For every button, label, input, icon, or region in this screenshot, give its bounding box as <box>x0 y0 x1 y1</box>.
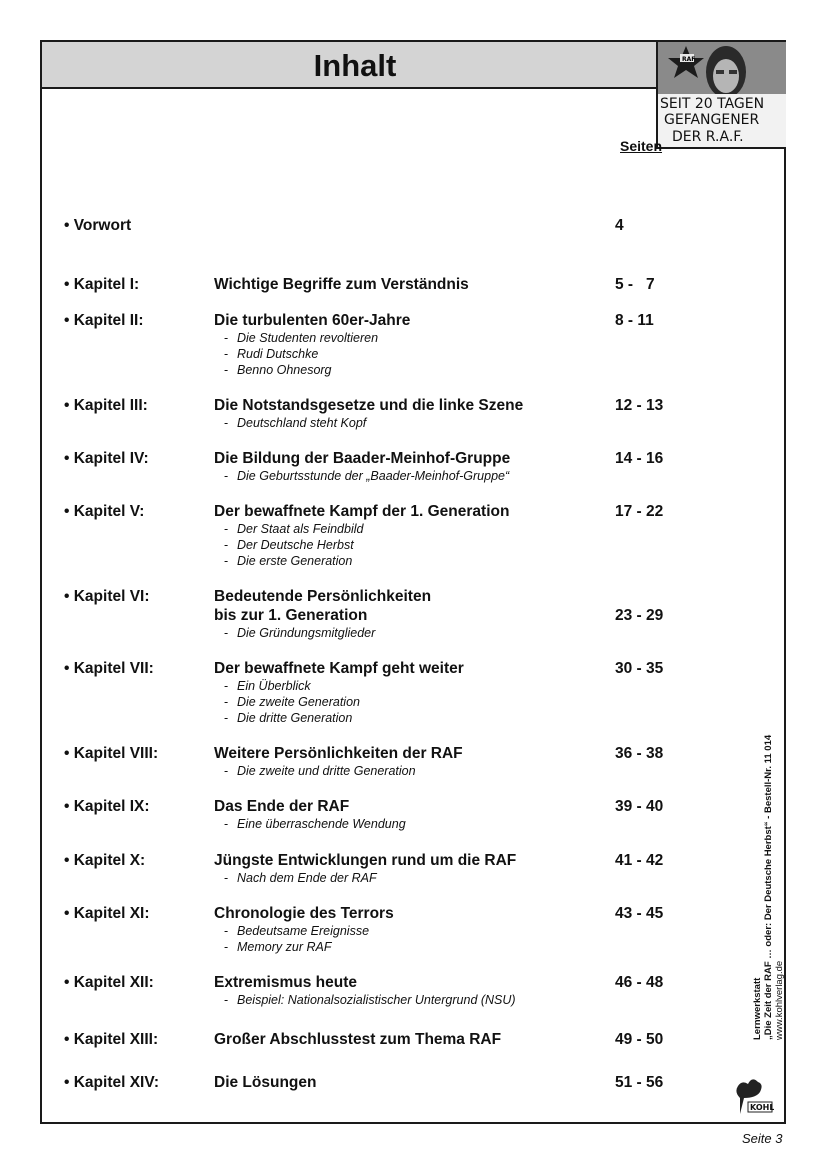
pages-column-header: Seiten <box>620 138 663 154</box>
chapter-title: Die Lösungen <box>214 1074 317 1091</box>
page-range: 30 - 35 <box>615 660 664 677</box>
chapter-title: Der bewaffnete Kampf geht weiter <box>214 660 464 677</box>
subtopic-text: Die dritte Generation <box>237 711 353 725</box>
subtopic-text: Der Staat als Feindbild <box>237 522 364 536</box>
chapter-title: Weitere Persönlichkeiten der RAF <box>214 745 463 762</box>
subtopic-list <box>224 521 684 569</box>
toc-entry <box>64 904 684 955</box>
chapter-title: Die turbulenten 60er-Jahre <box>214 312 411 329</box>
subtopic-item: - Benno Ohnesorg <box>224 363 332 377</box>
subtopic-text: Rudi Dutschke <box>237 347 319 361</box>
page-range: 23 - 29 <box>615 607 664 624</box>
title-bar <box>42 42 656 89</box>
toc-entry <box>64 396 684 431</box>
page-range: 17 - 22 <box>615 503 664 520</box>
subtopic-text: Eine überraschende Wendung <box>237 817 406 831</box>
page-title: Inhalt <box>313 48 397 83</box>
toc-entry <box>64 851 684 886</box>
subtopic-text: Die zweite und dritte Generation <box>237 764 416 778</box>
subtopic-item: - Ein Überblick <box>224 679 311 693</box>
chapter-label: • Kapitel X: <box>64 852 146 869</box>
chapter-label: • Kapitel II: <box>64 312 144 329</box>
subtopic-list <box>224 816 684 832</box>
page-range: 36 - 38 <box>615 745 664 762</box>
page-range: 14 - 16 <box>615 450 664 467</box>
subtopic-text: Beispiel: Nationalsozialistischer Untergrund (NSU) <box>237 993 516 1007</box>
toc-entry <box>64 1030 684 1049</box>
subtopic-item: - Die Gründungsmitglieder <box>224 626 376 640</box>
sidebar-line-1: Lernwerkstatt <box>752 977 763 1040</box>
subtopic-text: Die Gründungsmitglieder <box>237 626 376 640</box>
subtopic-text: Die Studenten revoltieren <box>237 331 379 345</box>
page-range: 12 - 13 <box>615 397 664 414</box>
subtopic-text: Deutschland steht Kopf <box>237 416 367 430</box>
chapter-label: • Kapitel XIII: <box>64 1031 159 1048</box>
subtopic-item: - Deutschland steht Kopf <box>224 416 367 430</box>
page-range: 39 - 40 <box>615 798 664 815</box>
subtopic-item: - Die erste Generation <box>224 554 353 568</box>
toc-entry <box>64 744 684 779</box>
subtopic-list <box>224 625 684 641</box>
raf-hostage-photo <box>656 42 786 149</box>
subtopic-item: - Die Geburtsstunde der „Baader-Meinhof-Gruppe“ <box>224 469 510 483</box>
page-range: 4 <box>615 217 624 234</box>
subtopic-text: Benno Ohnesorg <box>237 363 332 377</box>
subtopic-text: Die erste Generation <box>237 554 353 568</box>
subtopic-item: - Die zweite Generation <box>224 695 360 709</box>
sign-line-2: GEFANGENER <box>664 112 760 128</box>
chapter-label: • Kapitel VI: <box>64 588 150 605</box>
raf-badge: RAF <box>682 56 696 63</box>
subtopic-list <box>224 330 684 378</box>
chapter-title: Extremismus heute <box>214 974 357 991</box>
chapter-label: • Kapitel XII: <box>64 974 154 991</box>
subtopic-list <box>224 763 684 779</box>
page-range: 43 - 45 <box>615 905 664 922</box>
chapter-label: • Kapitel V: <box>64 503 145 520</box>
subtopic-text: Die zweite Generation <box>237 695 360 709</box>
toc-entry <box>64 659 684 726</box>
subtopic-list <box>224 992 684 1008</box>
chapter-label: • Kapitel VII: <box>64 660 154 677</box>
subtopic-item: - Memory zur RAF <box>224 940 332 954</box>
photo-image <box>658 42 786 149</box>
subtopic-list <box>224 468 684 484</box>
subtopic-item: - Nach dem Ende der RAF <box>224 871 377 885</box>
page-frame <box>40 40 786 1124</box>
subtopic-text: Die Geburtsstunde der „Baader-Meinhof-Gruppe“ <box>237 469 510 483</box>
chapter-label: • Kapitel I: <box>64 276 140 293</box>
chapter-title: Großer Abschlusstest zum Thema RAF <box>214 1031 502 1048</box>
subtopic-text: Nach dem Ende der RAF <box>237 871 377 885</box>
subtopic-text: Ein Überblick <box>237 679 311 693</box>
page-number: Seite 3 <box>742 1131 783 1146</box>
chapter-label: • Kapitel XIV: <box>64 1074 160 1091</box>
sidebar-line-2: „Die Zeit der RAF … oder: Der Deutsche Herbst“ - Bestell-Nr. 11 014 <box>763 734 774 1040</box>
logo-text: KOHL <box>750 1103 774 1112</box>
toc-entry <box>64 973 684 1008</box>
toc-entry <box>64 797 684 832</box>
publisher-logo-icon <box>730 1068 774 1116</box>
toc-entry <box>64 449 684 484</box>
toc-entry <box>64 587 684 641</box>
subtopic-list <box>224 678 684 726</box>
chapter-label: • Vorwort <box>64 217 132 234</box>
chapter-title: Bedeutende Persönlichkeiten <box>214 588 432 605</box>
chapter-title: Die Bildung der Baader-Meinhof-Gruppe <box>214 450 511 467</box>
subtopic-item: - Die dritte Generation <box>224 711 353 725</box>
subtopic-list <box>224 415 684 431</box>
chapter-label: • Kapitel IX: <box>64 798 150 815</box>
subtopic-list <box>224 923 684 955</box>
subtopic-item: - Bedeutsame Ereignisse <box>224 924 370 938</box>
subtopic-item: - Der Staat als Feindbild <box>224 522 364 536</box>
subtopic-item: - Eine überraschende Wendung <box>224 817 406 831</box>
toc-entry <box>64 1073 684 1092</box>
page-range: 5 - 7 <box>615 276 655 293</box>
page-range: 51 - 56 <box>615 1074 664 1091</box>
sign-line-3: DER R.A.F. <box>672 129 744 145</box>
chapter-label: • Kapitel VIII: <box>64 745 159 762</box>
toc-entry <box>64 275 684 294</box>
chapter-title: Wichtige Begriffe zum Verständnis <box>214 276 469 293</box>
chapter-label: • Kapitel XI: <box>64 905 150 922</box>
subtopic-item: - Rudi Dutschke <box>224 347 319 361</box>
subtopic-item: - Die Studenten revoltieren <box>224 331 379 345</box>
toc-entry <box>64 502 684 569</box>
chapter-title: Jüngste Entwicklungen rund um die RAF <box>214 852 517 869</box>
subtopic-item: - Die zweite und dritte Generation <box>224 764 416 778</box>
chapter-title: Die Notstandsgesetze und die linke Szene <box>214 397 524 414</box>
publisher-sidebar <box>752 735 785 1040</box>
chapter-title: Chronologie des Terrors <box>214 905 394 922</box>
subtopic-item: - Beispiel: Nationalsozialistischer Untergrund (NSU) <box>224 993 516 1007</box>
page-range: 8 - 11 <box>615 312 654 329</box>
subtopic-text: Memory zur RAF <box>237 940 332 954</box>
page-range: 49 - 50 <box>615 1031 664 1048</box>
toc-entry <box>64 311 684 378</box>
subtopic-item: - Der Deutsche Herbst <box>224 538 354 552</box>
page-range: 46 - 48 <box>615 974 664 991</box>
chapter-label: • Kapitel IV: <box>64 450 149 467</box>
chapter-title: Der bewaffnete Kampf der 1. Generation <box>214 503 510 520</box>
subtopic-list <box>224 870 684 886</box>
subtopic-text: Bedeutsame Ereignisse <box>237 924 370 938</box>
sign-line-1: SEIT 20 TAGEN <box>660 96 765 112</box>
chapter-title-line-2: bis zur 1. Generation <box>214 607 368 624</box>
publisher-url: www.kohlverlag.de <box>774 960 785 1040</box>
page-range: 41 - 42 <box>615 852 664 869</box>
subtopic-text: Der Deutsche Herbst <box>237 538 354 552</box>
chapter-label: • Kapitel III: <box>64 397 148 414</box>
chapter-title: Das Ende der RAF <box>214 798 350 815</box>
toc-entry <box>64 216 684 235</box>
